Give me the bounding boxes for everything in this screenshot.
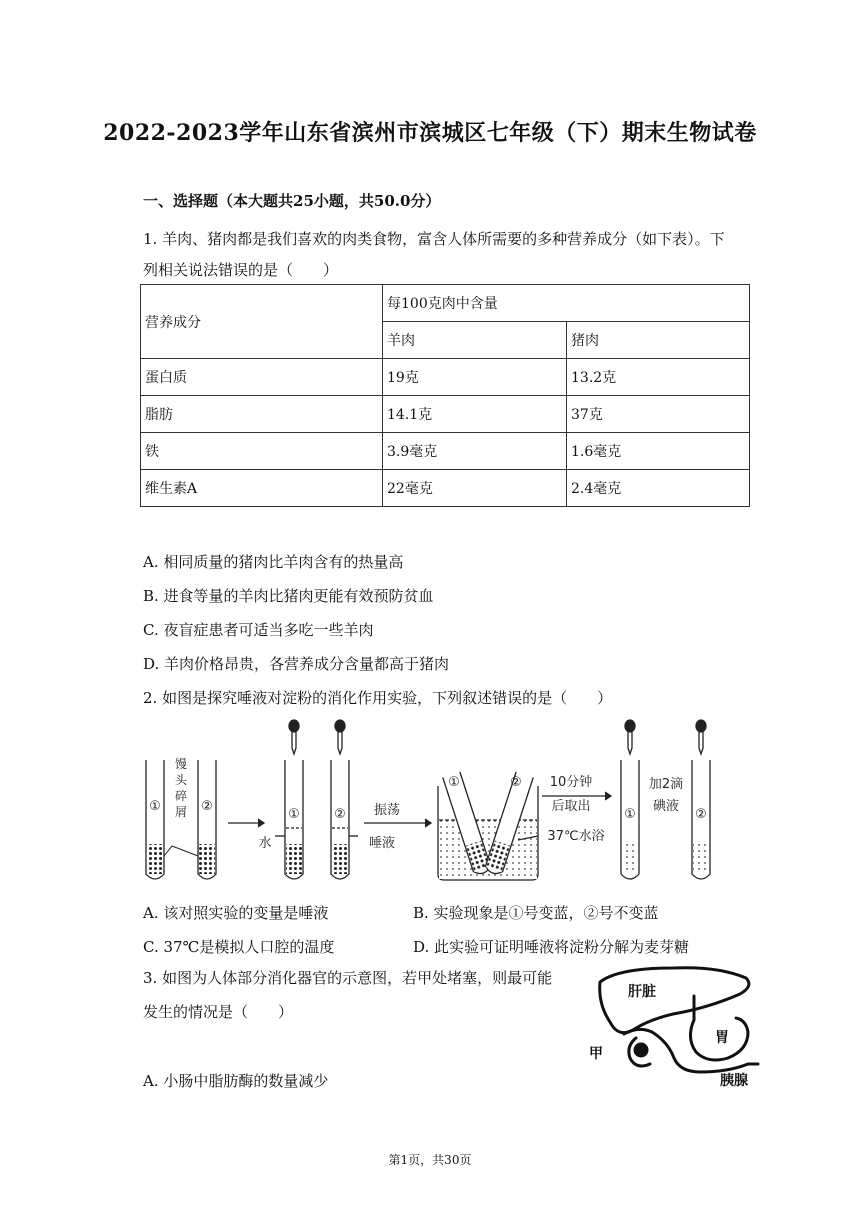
shake-label: 振荡 <box>373 803 401 818</box>
saliva-label: 唾液 <box>368 836 396 851</box>
ten-minutes-label: 10分钟 <box>549 775 593 790</box>
stomach-shape <box>690 996 748 1060</box>
table-cell: 维生素A <box>141 470 383 507</box>
table-header-mutton: 羊肉 <box>383 322 567 359</box>
table-header-pork: 猪肉 <box>567 322 750 359</box>
page-title: 2022-2023学年山东省滨州市滨城区七年级（下）期末生物试卷 <box>103 120 757 146</box>
table-cell: 铁 <box>141 433 383 470</box>
water-label: 水 <box>258 836 272 851</box>
nutrition-table <box>140 284 750 507</box>
table-cell: 脂肪 <box>141 396 383 433</box>
digestive-organs-figure <box>578 960 774 1092</box>
q2-option-a: A. 该对照实验的变量是唾液 <box>143 904 329 922</box>
tube-1-label: ① <box>624 807 636 822</box>
table-cell: 14.1克 <box>383 396 567 433</box>
tube-2-label: ② <box>695 807 707 822</box>
q3-stem-line1: 3. 如图为人体部分消化器官的示意图，若甲处堵塞，则最可能 <box>143 969 553 987</box>
q2-stem: 2. 如图是探究唾液对淀粉的消化作用实验，下列叙述错误的是（ ） <box>143 689 613 707</box>
tube-2-label: ② <box>510 775 522 790</box>
page-footer: 第1页，共30页 <box>388 1153 472 1167</box>
iodine-label-line2: 碘液 <box>652 799 680 814</box>
table-header-nutrient: 营养成分 <box>141 285 383 359</box>
q2-option-d: D. 此实验可证明唾液将淀粉分解为麦芽糖 <box>413 938 690 956</box>
tube-2-label: ② <box>201 799 213 814</box>
tube-1-label: ① <box>149 799 161 814</box>
iodine-label-line1: 加2滴 <box>648 777 684 792</box>
table-cell: 2.4毫克 <box>567 470 750 507</box>
table-row <box>141 396 750 433</box>
water-bath-label: 37℃水浴 <box>547 829 605 844</box>
table-cell: 3.9毫克 <box>383 433 567 470</box>
q3-stem-line2: 发生的情况是（ ） <box>143 1003 294 1021</box>
crumbs-vertical-label: 馒头碎屑 <box>174 757 188 819</box>
table-row <box>141 470 750 507</box>
q1-option-b: B. 进食等量的羊肉比猪肉更能有效预防贫血 <box>143 587 434 605</box>
tube-1-label: ① <box>288 807 300 822</box>
liver-label: 肝脏 <box>628 984 656 1000</box>
pancreas-label: 胰腺 <box>720 1073 748 1089</box>
table-cell: 37克 <box>567 396 750 433</box>
q1-stem-line2: 列相关说法错误的是（ ） <box>143 261 339 279</box>
table-cell: 1.6毫克 <box>567 433 750 470</box>
q1-option-a: A. 相同质量的猪肉比羊肉含有的热量高 <box>143 553 404 571</box>
tube-2-label: ② <box>334 807 346 822</box>
table-row <box>141 359 750 396</box>
q2-option-c: C. 37℃是模拟人口腔的温度 <box>143 938 335 956</box>
q1-stem-line1: 1. 羊肉、猪肉都是我们喜欢的肉类食物，富含人体所需要的多种营养成分（如下表）。下 <box>143 230 725 248</box>
table-cell: 22毫克 <box>383 470 567 507</box>
section-heading: 一、选择题（本大题共25小题，共50.0分） <box>143 192 441 210</box>
table-row <box>141 433 750 470</box>
table-cell: 13.2克 <box>567 359 750 396</box>
q3-option-a: A. 小肠中脂肪酶的数量减少 <box>143 1072 329 1090</box>
table-cell: 19克 <box>383 359 567 396</box>
table-cell: 蛋白质 <box>141 359 383 396</box>
table-header-per100: 每100克肉中含量 <box>383 285 750 322</box>
q1-option-c: C. 夜盲症患者可适当多吃一些羊肉 <box>143 621 374 639</box>
jia-label: 甲 <box>589 1046 603 1062</box>
tube-1-label: ① <box>448 775 460 790</box>
liver-shape <box>600 968 749 1033</box>
saliva-experiment-figure <box>138 716 718 890</box>
take-out-label: 后取出 <box>551 799 591 814</box>
q1-option-d: D. 羊肉价格昂贵，各营养成分含量都高于猪肉 <box>143 655 450 673</box>
stomach-label: 胃 <box>715 1030 729 1046</box>
q2-option-b: B. 实验现象是①号变蓝，②号不变蓝 <box>413 904 659 922</box>
